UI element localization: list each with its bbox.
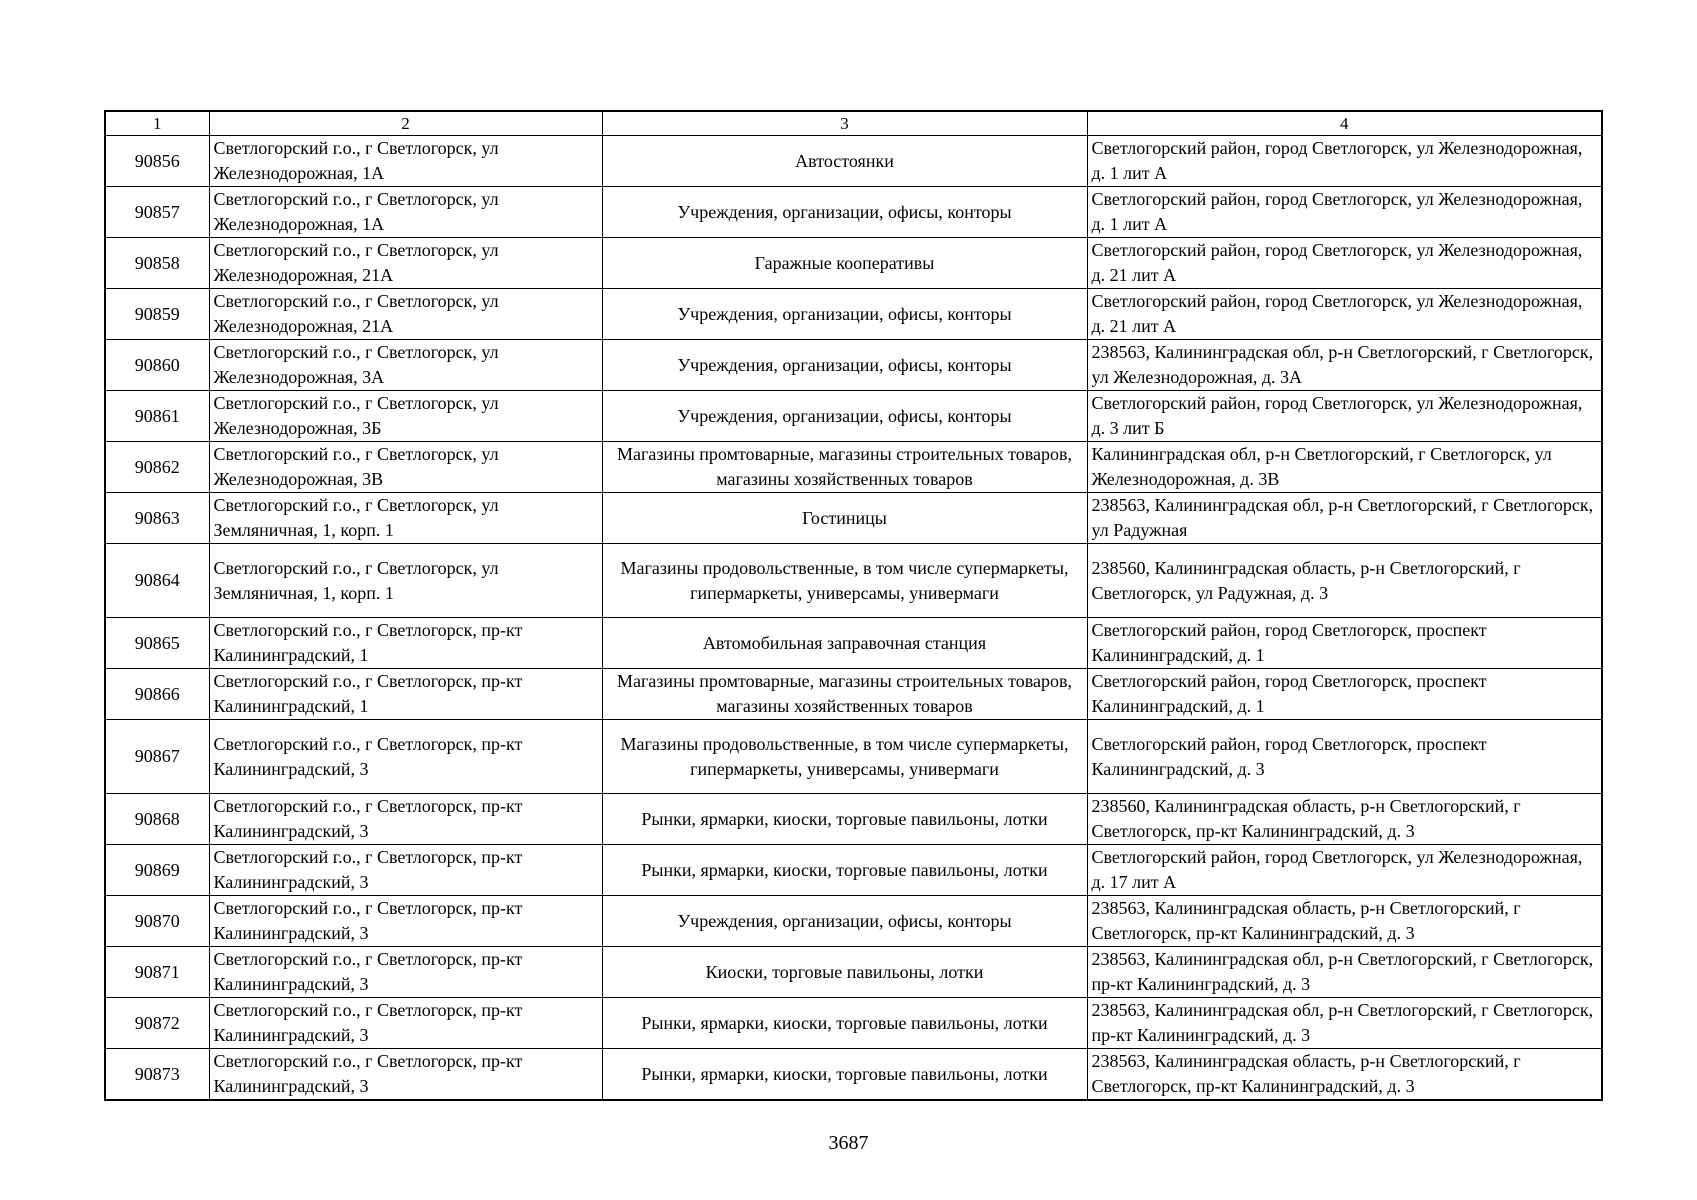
- row-location: Светлогорский район, город Светлогорск, ул Железнодорожная, д. 3 лит Б: [1087, 391, 1602, 442]
- table-row: [105, 896, 1602, 947]
- row-address: Светлогорский г.о., г Светлогорск, пр-кт Калининградский, 3: [209, 794, 602, 845]
- table-row: [105, 618, 1602, 669]
- header-row: [105, 111, 1602, 136]
- row-id: 90866: [105, 669, 209, 720]
- page-number: 3687: [828, 1132, 869, 1154]
- row-object-type: Магазины продовольственные, в том числе супермаркеты, гипермаркеты, универсамы, универмаги: [602, 544, 1087, 618]
- row-id: 90867: [105, 720, 209, 794]
- row-location: 238563, Калининградская область, р-н Светлогорский, г Светлогорск, пр-кт Калининградский, д. 3: [1087, 896, 1602, 947]
- table-row: [105, 136, 1602, 187]
- row-location: 238563, Калининградская обл, р-н Светлогорский, г Светлогорск, пр-кт Калининградский, д. 3: [1087, 947, 1602, 998]
- row-id: 90871: [105, 947, 209, 998]
- row-location: Светлогорский район, город Светлогорск, проспект Калининградский, д. 1: [1087, 669, 1602, 720]
- table-row: [105, 442, 1602, 493]
- row-location: Светлогорский район, город Светлогорск, ул Железнодорожная, д. 21 лит А: [1087, 238, 1602, 289]
- row-location: Светлогорский район, город Светлогорск, ул Железнодорожная, д. 1 лит А: [1087, 136, 1602, 187]
- row-location: 238563, Калининградская область, р-н Светлогорский, г Светлогорск, пр-кт Калининградский, д. 3: [1087, 1049, 1602, 1101]
- row-object-type: Учреждения, организации, офисы, конторы: [602, 391, 1087, 442]
- row-id: 90856: [105, 136, 209, 187]
- table-row: [105, 1049, 1602, 1101]
- table-row: [105, 845, 1602, 896]
- row-address: Светлогорский г.о., г Светлогорск, пр-кт Калининградский, 3: [209, 1049, 602, 1101]
- table-row: [105, 998, 1602, 1049]
- column-header-4: 4: [1087, 111, 1602, 136]
- row-id: 90870: [105, 896, 209, 947]
- row-id: 90872: [105, 998, 209, 1049]
- row-id: 90862: [105, 442, 209, 493]
- row-object-type: Киоски, торговые павильоны, лотки: [602, 947, 1087, 998]
- row-address: Светлогорский г.о., г Светлогорск, ул Железнодорожная, 1А: [209, 187, 602, 238]
- row-address: Светлогорский г.о., г Светлогорск, ул Земляничная, 1, корп. 1: [209, 493, 602, 544]
- row-address: Светлогорский г.о., г Светлогорск, пр-кт Калининградский, 3: [209, 998, 602, 1049]
- row-id: 90861: [105, 391, 209, 442]
- row-address: Светлогорский г.о., г Светлогорск, пр-кт Калининградский, 3: [209, 947, 602, 998]
- row-address: Светлогорский г.о., г Светлогорск, ул Железнодорожная, 21А: [209, 238, 602, 289]
- row-object-type: Магазины продовольственные, в том числе супермаркеты, гипермаркеты, универсамы, универмаги: [602, 720, 1087, 794]
- row-address: Светлогорский г.о., г Светлогорск, ул Железнодорожная, 3В: [209, 442, 602, 493]
- row-object-type: Магазины промтоварные, магазины строительных товаров, магазины хозяйственных товаров: [602, 669, 1087, 720]
- row-object-type: Гостиницы: [602, 493, 1087, 544]
- row-id: 90869: [105, 845, 209, 896]
- row-id: 90858: [105, 238, 209, 289]
- row-location: 238563, Калининградская обл, р-н Светлогорский, г Светлогорск, пр-кт Калининградский, д. 3: [1087, 998, 1602, 1049]
- table-row: [105, 493, 1602, 544]
- row-object-type: Гаражные кооперативы: [602, 238, 1087, 289]
- table-row: [105, 544, 1602, 618]
- row-address: Светлогорский г.о., г Светлогорск, ул Железнодорожная, 21А: [209, 289, 602, 340]
- row-id: 90859: [105, 289, 209, 340]
- row-location: Калининградская обл, р-н Светлогорский, г Светлогорск, ул Железнодорожная, д. 3В: [1087, 442, 1602, 493]
- row-address: Светлогорский г.о., г Светлогорск, пр-кт Калининградский, 3: [209, 720, 602, 794]
- row-id: 90868: [105, 794, 209, 845]
- row-address: Светлогорский г.о., г Светлогорск, пр-кт Калининградский, 1: [209, 618, 602, 669]
- row-object-type: Учреждения, организации, офисы, конторы: [602, 340, 1087, 391]
- table-body: [105, 136, 1602, 1101]
- row-id: 90863: [105, 493, 209, 544]
- row-address: Светлогорский г.о., г Светлогорск, ул Железнодорожная, 3Б: [209, 391, 602, 442]
- row-location: Светлогорский район, город Светлогорск, проспект Калининградский, д. 3: [1087, 720, 1602, 794]
- row-address: Светлогорский г.о., г Светлогорск, пр-кт Калининградский, 3: [209, 896, 602, 947]
- column-header-1: 1: [105, 111, 209, 136]
- table-row: [105, 947, 1602, 998]
- row-object-type: Автомобильная заправочная станция: [602, 618, 1087, 669]
- table-row: [105, 340, 1602, 391]
- row-id: 90857: [105, 187, 209, 238]
- row-location: Светлогорский район, город Светлогорск, ул Железнодорожная, д. 21 лит А: [1087, 289, 1602, 340]
- row-object-type: Рынки, ярмарки, киоски, торговые павильоны, лотки: [602, 794, 1087, 845]
- row-location: 238563, Калининградская обл, р-н Светлогорский, г Светлогорск, ул Железнодорожная, д. 3А: [1087, 340, 1602, 391]
- row-address: Светлогорский г.о., г Светлогорск, ул Железнодорожная, 1А: [209, 136, 602, 187]
- row-id: 90865: [105, 618, 209, 669]
- row-object-type: Учреждения, организации, офисы, конторы: [602, 896, 1087, 947]
- row-object-type: Учреждения, организации, офисы, конторы: [602, 289, 1087, 340]
- row-location: Светлогорский район, город Светлогорск, ул Железнодорожная, д. 17 лит А: [1087, 845, 1602, 896]
- table-row: [105, 794, 1602, 845]
- row-id: 90864: [105, 544, 209, 618]
- table-row: [105, 669, 1602, 720]
- table-row: [105, 391, 1602, 442]
- row-address: Светлогорский г.о., г Светлогорск, пр-кт Калининградский, 1: [209, 669, 602, 720]
- row-location: 238563, Калининградская обл, р-н Светлогорский, г Светлогорск, ул Радужная: [1087, 493, 1602, 544]
- row-id: 90873: [105, 1049, 209, 1101]
- row-object-type: Рынки, ярмарки, киоски, торговые павильоны, лотки: [602, 1049, 1087, 1101]
- row-object-type: Автостоянки: [602, 136, 1087, 187]
- row-location: 238560, Калининградская область, р-н Светлогорский, г Светлогорск, ул Радужная, д. 3: [1087, 544, 1602, 618]
- table-row: [105, 187, 1602, 238]
- row-object-type: Рынки, ярмарки, киоски, торговые павильоны, лотки: [602, 998, 1087, 1049]
- column-header-3: 3: [602, 111, 1087, 136]
- table-row: [105, 289, 1602, 340]
- row-object-type: Рынки, ярмарки, киоски, торговые павильоны, лотки: [602, 845, 1087, 896]
- row-object-type: Магазины промтоварные, магазины строительных товаров, магазины хозяйственных товаров: [602, 442, 1087, 493]
- row-location: Светлогорский район, город Светлогорск, проспект Калининградский, д. 1: [1087, 618, 1602, 669]
- table-row: [105, 238, 1602, 289]
- row-address: Светлогорский г.о., г Светлогорск, ул Земляничная, 1, корп. 1: [209, 544, 602, 618]
- row-address: Светлогорский г.о., г Светлогорск, ул Железнодорожная, 3А: [209, 340, 602, 391]
- row-id: 90860: [105, 340, 209, 391]
- row-address: Светлогорский г.о., г Светлогорск, пр-кт Калининградский, 3: [209, 845, 602, 896]
- row-location: Светлогорский район, город Светлогорск, ул Железнодорожная, д. 1 лит А: [1087, 187, 1602, 238]
- row-object-type: Учреждения, организации, офисы, конторы: [602, 187, 1087, 238]
- row-location: 238560, Калининградская область, р-н Светлогорский, г Светлогорск, пр-кт Калининградский, д. 3: [1087, 794, 1602, 845]
- data-table: [104, 110, 1603, 1101]
- column-header-2: 2: [209, 111, 602, 136]
- table-row: [105, 720, 1602, 794]
